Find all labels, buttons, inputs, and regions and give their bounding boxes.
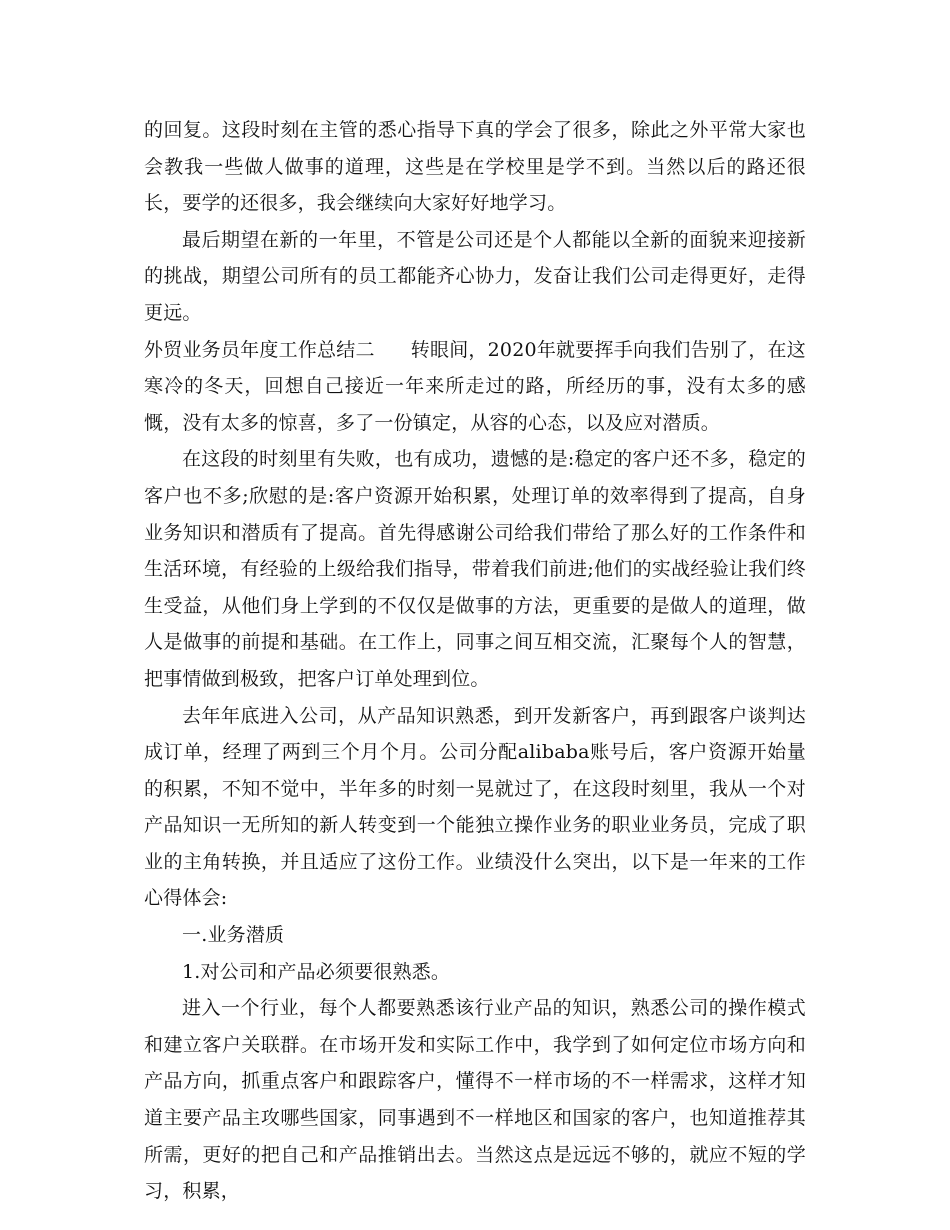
paragraph-joining-company: 去年年底进入公司，从产品知识熟悉，到开发新客户，再到跟客户谈判达成订单，经理了两到三个月个月。公司分配alibaba账号后，客户资源开始量的积累，不知不觉中，半年多的时刻一晃就过了，在这段时刻里，我从一个对产品知识一无所知的新人转变到一个能独立操作业务的职业业务员，完成了职业的主角转换，并且适应了这份工作。业绩没什么突出，以下是一年来的工作心得体会:	[144, 704, 806, 910]
paragraph-entering-industry: 进入一个行业，每个人都要熟悉该行业产品的知识，熟悉公司的操作模式和建立客户关联群。在市场开发和实际工作中，我学到了如何定位市场方向和产品方向，抓重点客户和跟踪客户，懂得不一样市场的不一样需求，这样才知道主要产品主攻哪些国家，同事遇到不一样地区和国家的客户，也知道推荐其所需，更好的把自己和产品推销出去。当然这点是远远不够的，就应不短的学习，积累，	[144, 997, 806, 1203]
heading-business-ability: 一.业务潜质	[182, 924, 285, 947]
heading-know-company-products: 1.对公司和产品必须要很熟悉。	[182, 960, 451, 983]
section-title: 外贸业务员年度工作总结二	[144, 338, 375, 361]
paragraph-summary-two-intro	[144, 332, 806, 442]
paragraph-continuation: 的回复。这段时刻在主管的悉心指导下真的学会了很多，除此之外平常大家也会教我一些做人做事的道理，这些是在学校里是学不到。当然以后的路还很长，要学的还很多，我会继续向大家好好地学习。	[144, 119, 806, 215]
document-body	[144, 112, 806, 1210]
paragraph-success-failure: 在这段的时刻里有失败，也有成功，遗憾的是:稳定的客户还不多，稳定的客户也不多;欣慰的是:客户资源开始积累，处理订单的效率得到了提高，自身业务知识和潜质有了提高。首先得感谢公司给我们带给了那么好的工作条件和生活环境，有经验的上级给我们指导，带着我们前进;他们的实战经验让我们终生受益，从他们身上学到的不仅仅是做事的方法，更重要的是做人的道理，做人是做事的前提和基础。在工作上，同事之间互相交流，汇聚每个人的智慧，把事情做到极致，把客户订单处理到位。	[144, 448, 806, 690]
paragraph-closing-wish: 最后期望在新的一年里，不管是公司还是个人都能以全新的面貌来迎接新的挑战，期望公司所有的员工都能齐心协力，发奋让我们公司走得更好，走得更远。	[144, 228, 806, 324]
paragraph-summary-two-text: 转眼间，2020年就要挥手向我们告别了，在这寒冷的冬天，回想自己接近一年来所走过的路，所经历的事，没有太多的感慨，没有太多的惊喜，多了一份镇定，从容的心态，以及应对潜质。	[144, 338, 806, 434]
